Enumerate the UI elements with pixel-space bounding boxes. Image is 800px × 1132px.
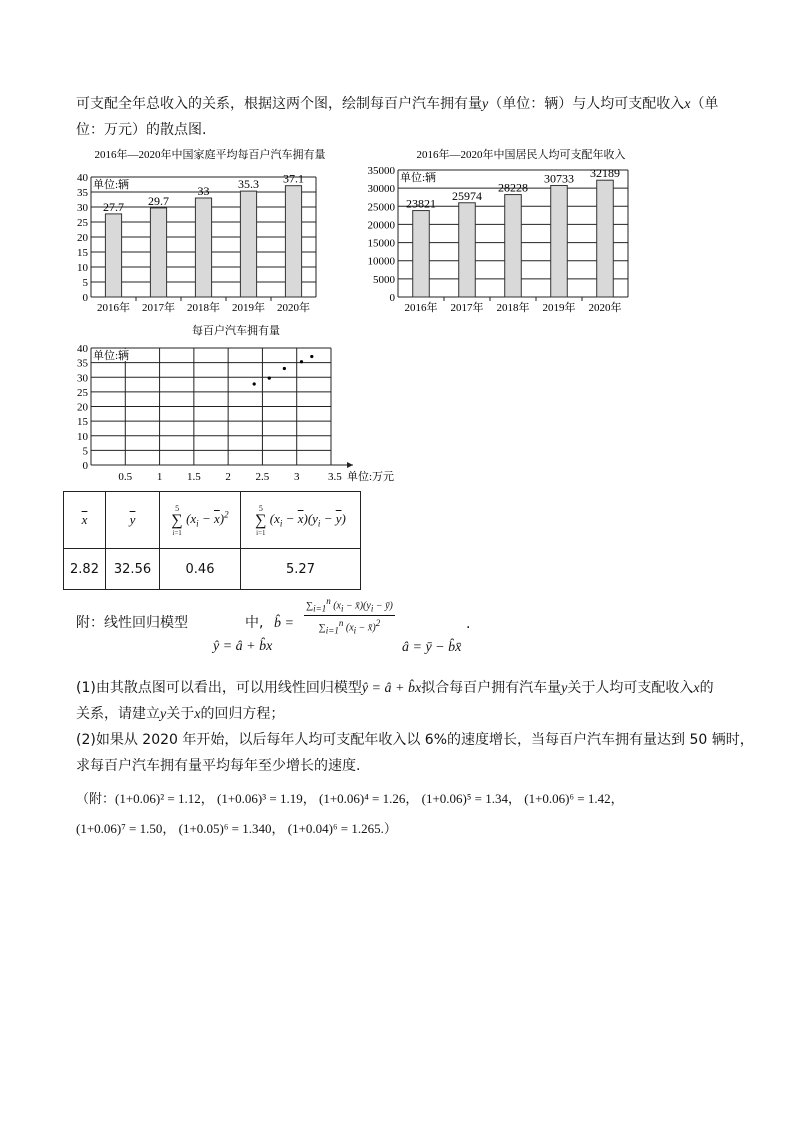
data-label: 25974 [452,188,482,203]
x-tick-label: 2019年 [232,302,265,314]
q1-text-f: 关于 [166,706,195,722]
q1-model: ŷ = â + b̂x [361,681,422,696]
scatter-point [310,355,313,358]
appendix-label: 附：线性回归模型 [76,615,188,631]
table-cell: 32.56 [106,549,160,590]
y-tick-label: 5 [82,277,88,289]
q1-text-g: 的回归方程； [200,706,285,722]
var-x: x [684,97,691,112]
chart-scatter [60,320,400,485]
data-label: 29.7 [148,193,169,208]
var-y: y [482,97,489,112]
y-tick-label: 30 [77,372,88,385]
y-tick-label: 25 [77,386,88,399]
appendix-mid: 中, [245,615,264,631]
b-hat-fraction: $\frac{\sum_{i=1}^n (x_i - x̄)(y_i - ȳ)}{\sum_{i=1}^n (x_i - x̄)^2}$ [306,596,393,636]
question-1-line-1 [76,678,714,699]
hints-suffix: .） [380,821,397,836]
header-y-bar: $\overline{y}$ [106,492,160,549]
table-cell: 5.27 [241,549,361,590]
x-tick-label: 2018年 [496,302,530,314]
data-label: 27.7 [103,199,124,214]
question-1-line-2 [76,704,284,725]
unit-label: 单位:辆 [93,350,130,362]
hint-item: (1+0.06)⁵ = 1.34 [421,791,508,806]
y-tick-label: 20 [77,401,88,414]
bar [240,191,256,297]
table-cell: 0.46 [160,549,241,590]
q1-text-c: 关于人均可支配收入 [567,680,694,696]
stats-table [63,491,361,590]
data-label: 30733 [544,171,574,186]
y-tick-label: 40 [77,343,88,355]
y-tick-label: 40 [77,172,88,184]
hint-item: (1+0.05)⁶ = 1.340 [178,821,272,836]
hint-item: (1+0.06)⁴ = 1.26 [318,791,406,806]
y-tick-label: 20000 [367,219,395,232]
bar [459,203,476,297]
y-tick-label: 35000 [367,165,395,177]
y-tick-label: 30000 [367,183,395,196]
data-label: 32189 [590,166,620,181]
x-tick-label: 2017年 [450,302,484,314]
y-tick-label: 10000 [367,255,395,268]
header-sum-sq: 5 ∑ i=1 $(x_i - \overline{x})^2$ [160,492,241,549]
hint-item: (1+0.06)² = 1.12 [115,791,201,806]
data-label: 37.1 [283,171,304,186]
y-tick-label: 25 [77,217,88,229]
b-hat-label: b̂ = [274,616,294,631]
header-x-bar: $\overline{x}$ [64,492,106,549]
hint-item: (1+0.06)³ = 1.19 [217,791,303,806]
q1-text-e: 关系，请建立 [76,706,160,722]
x-tick-label: 1 [156,471,163,483]
table-value-row [64,549,361,590]
x-tick-label: 2017年 [142,302,175,314]
appendix-model: ŷ = â + b̂x [213,639,273,654]
hint-item: (1+0.04)⁶ = 1.265 [287,821,381,836]
hints-line-1: （附：(1+0.06)² = 1.12， (1+0.06)³ = 1.19， (1+0.06)⁴ = 1.26， (1+0.06)⁵ = 1.34， (1+0.06)⁶ = 1.42， [76,791,624,806]
question-2-line-2: 求每百户汽车拥有量平均每年至少增长的速度. [76,758,361,774]
chart-car-ownership [60,142,350,314]
x-axis-label: 单位:万元 [347,471,395,483]
y-tick-label: 15 [77,416,88,429]
x-tick-label: 3 [293,471,300,483]
y-tick-label: 10 [77,262,88,274]
y-tick-label: 35 [77,187,88,199]
var-y: y [160,707,167,722]
y-tick-label: 5000 [373,273,395,286]
scatter-point [253,382,256,385]
x-tick-label: 2016年 [404,302,438,314]
bar [551,185,568,297]
bar [150,208,166,297]
x-tick-label: 1.5 [186,471,201,483]
x-tick-label: 2020年 [277,302,310,314]
header-sum-xy: 5 ∑ i=1 $(x_i - \overline{x})(y_i - \overline{y})$ [241,492,361,549]
x-axis-arrow [347,462,353,468]
data-label: 23821 [406,196,436,211]
y-tick-label: 20 [77,232,88,244]
y-tick-label: 0 [82,292,88,304]
var-x: x [194,707,201,722]
x-tick-label: 2019年 [542,302,576,314]
y-tick-label: 10 [77,430,88,443]
chart-income [345,142,635,314]
scatter-point [300,360,303,363]
x-tick-label: 2020年 [588,302,622,314]
table-header-row [64,492,361,549]
x-tick-label: 2016年 [97,302,130,314]
hints-prefix: （附： [76,791,116,806]
intro-text-b: （单位：辆）与人均可支配收入 [488,96,685,112]
intro-line-1 [76,94,718,115]
q1-text-d: 的 [699,680,714,696]
chart-title: 2016年—2020年中国居民人均可支配年收入 [416,149,626,161]
x-tick-label: 2 [225,471,231,483]
chart-title: 2016年—2020年中国家庭平均每百户汽车拥有量 [94,149,326,161]
data-label: 28228 [498,180,528,195]
scatter-point [283,367,286,370]
y-tick-label: 15000 [367,237,395,250]
a-hat-formula: â = ȳ − b̂x̄ [402,640,462,655]
intro-text-a: 可支配全年总收入的关系，根据这两个图，绘制每百户汽车拥有量 [76,96,482,112]
y-tick-label: 0 [82,460,88,472]
var-y: y [561,681,568,696]
table-cell: 2.82 [64,549,106,590]
q1-text-a: (1)由其散点图可以看出，可以用线性回归模型 [76,680,362,696]
x-tick-label: 0.5 [118,471,133,483]
bar [195,198,211,297]
y-tick-label: 15 [77,247,88,259]
question-2-line-1: (2)如果从 2020 年开始，以后每年人均可支配年收入以 6%的速度增长，当每百户汽车拥有量达到 50 辆时， [76,732,754,748]
hints-line-2: (1+0.06)⁷ = 1.50， (1+0.05)⁶ = 1.340， (1+0.04)⁶ = 1.265.） [76,821,397,836]
appendix-end: . [466,616,471,632]
y-tick-label: 5 [82,445,88,458]
bar [413,211,430,297]
unit-label: 单位:辆 [400,172,437,184]
bar [597,180,614,297]
unit-label: 单位:辆 [93,179,130,191]
hint-item: (1+0.06)⁶ = 1.42 [524,791,611,806]
y-tick-label: 25000 [367,201,395,214]
bar [285,186,301,297]
y-tick-label: 0 [389,292,395,304]
q1-text-b: 拟合每百户拥有汽车量 [421,680,562,696]
scatter-point [268,377,271,380]
x-tick-label: 3.5 [328,471,342,483]
x-tick-label: 2.5 [255,471,270,483]
bar [505,195,522,297]
var-x: x [693,681,700,696]
intro-line-2: 位：万元）的散点图. [76,122,207,138]
data-label: 35.3 [238,177,259,192]
intro-text-c: （单 [690,96,719,112]
x-tick-label: 2018年 [187,302,220,314]
hint-item: (1+0.06)⁷ = 1.50 [76,821,163,836]
y-tick-label: 30 [77,202,88,214]
bar [105,214,121,297]
chart-title: 每百户汽车拥有量 [192,325,280,337]
y-tick-label: 35 [77,357,88,370]
data-label: 33 [197,184,210,198]
